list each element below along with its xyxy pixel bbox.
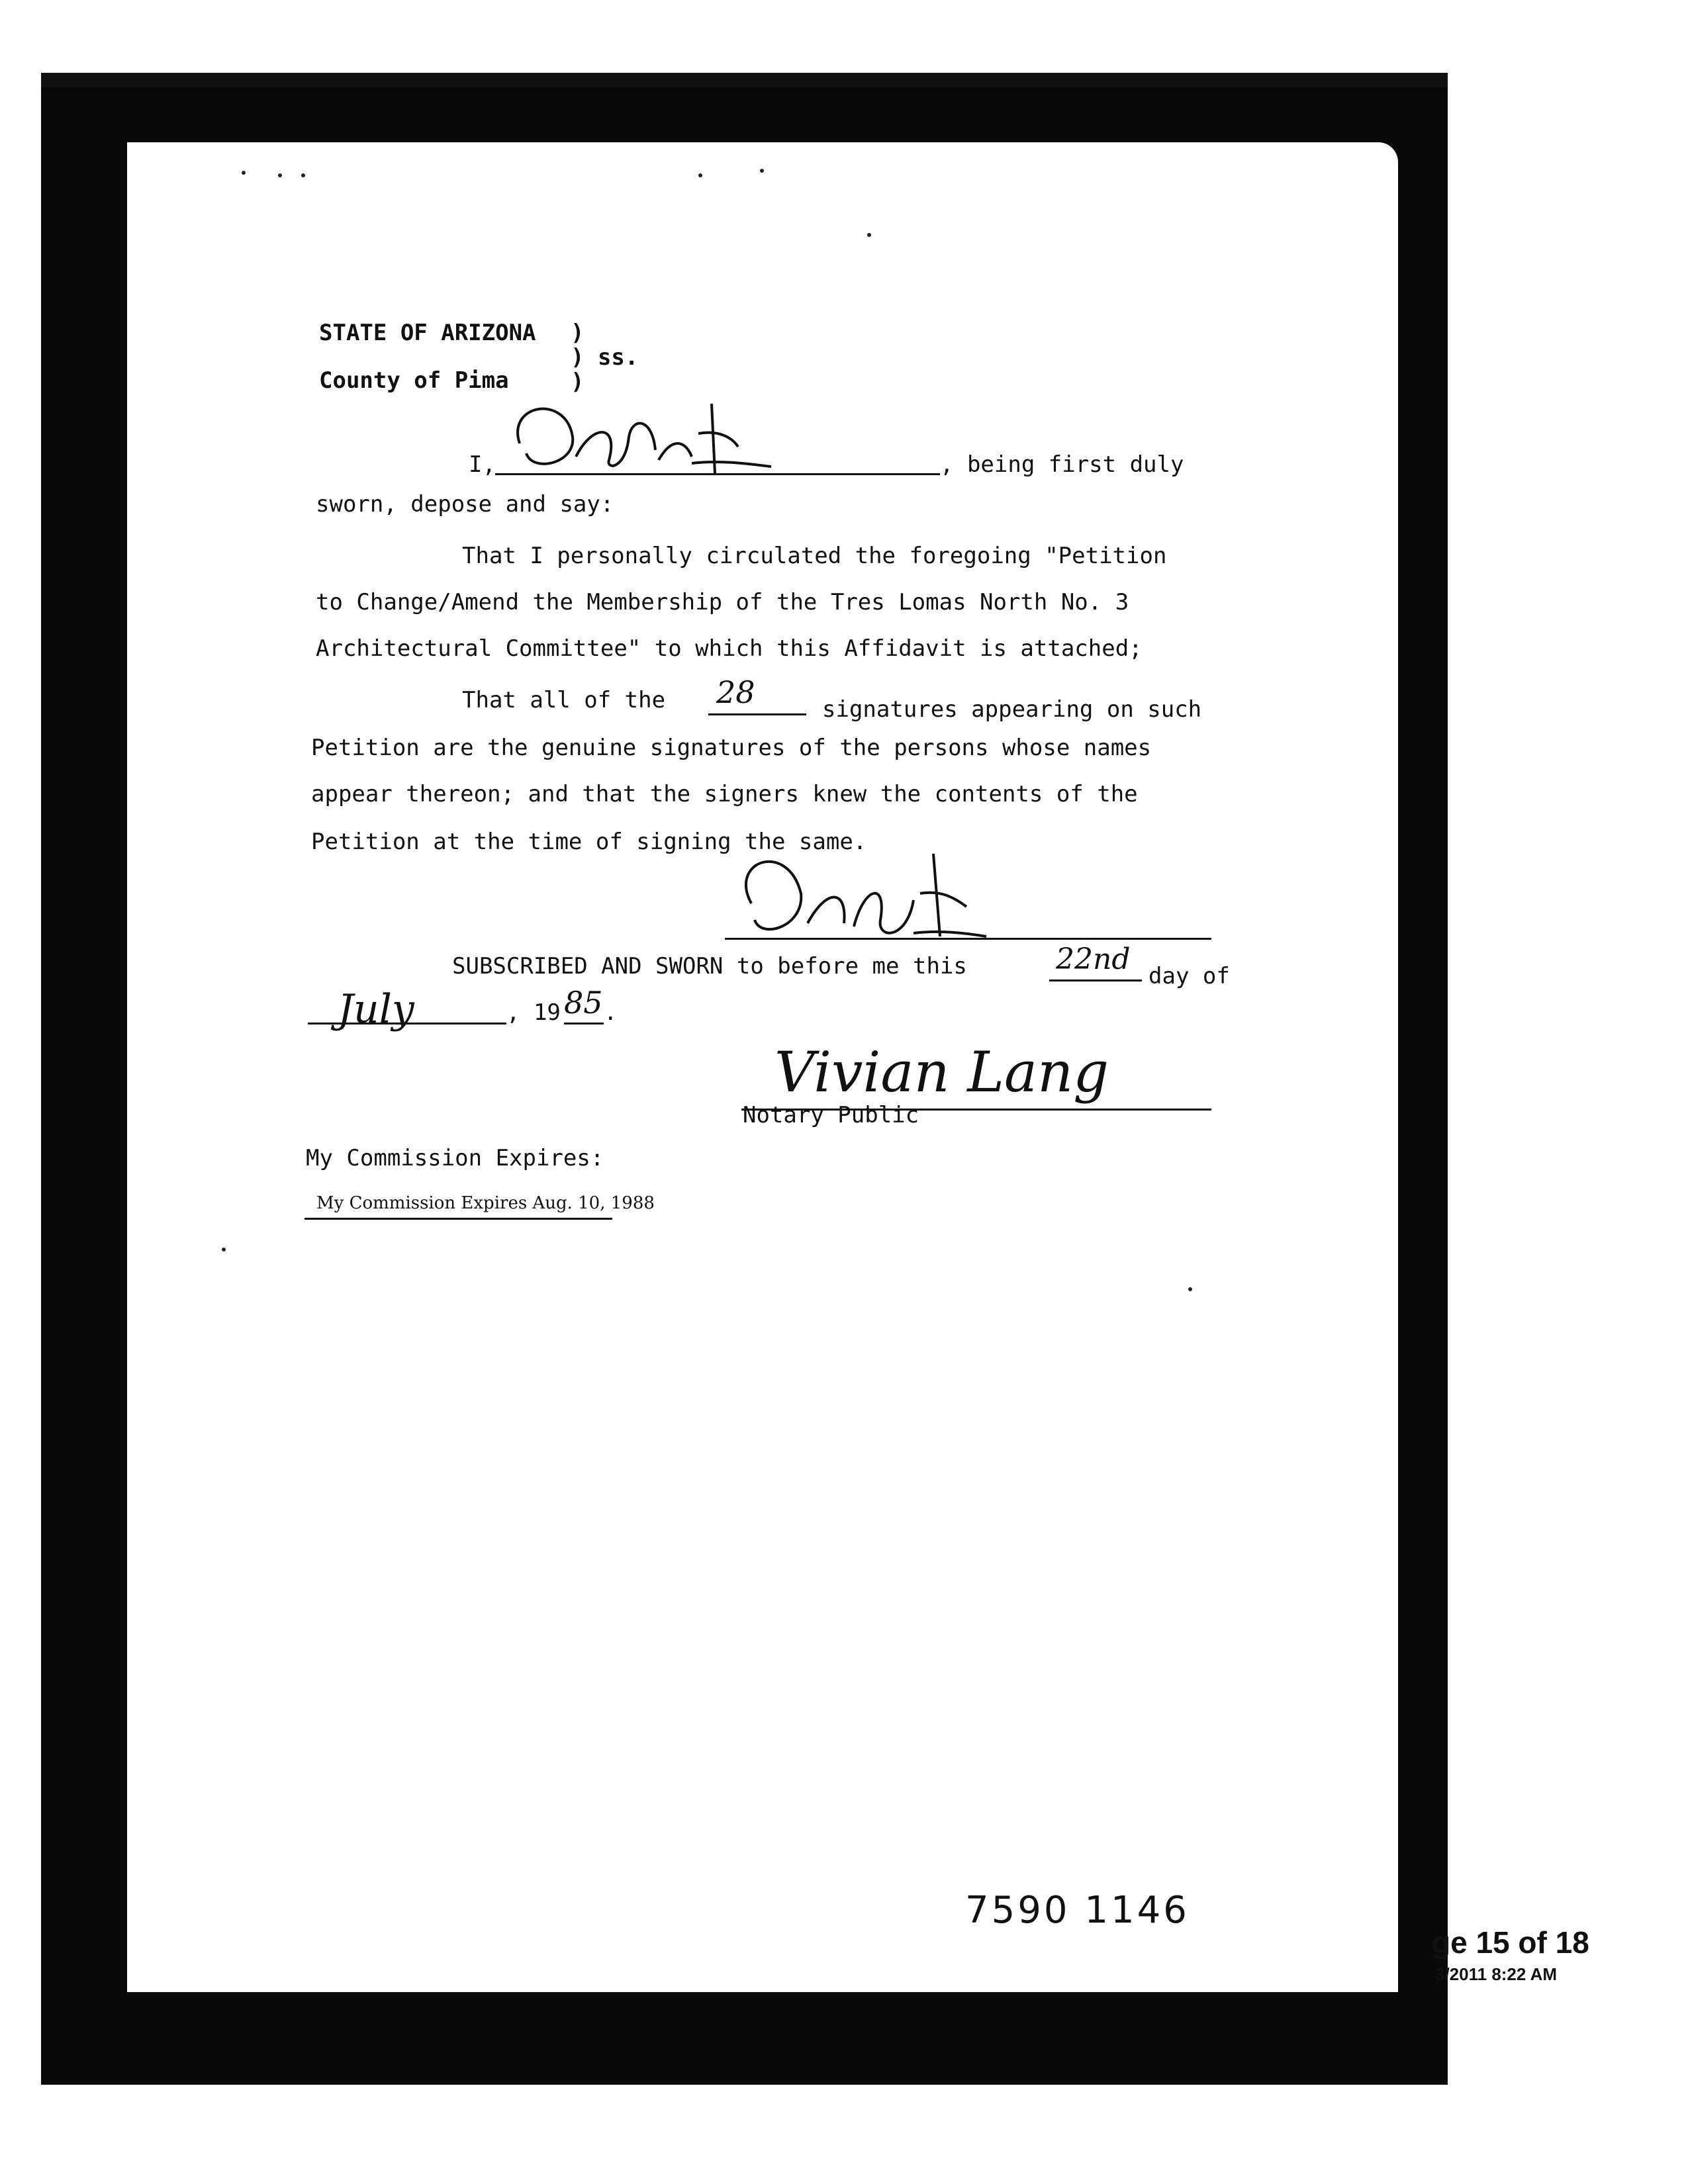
affiant-signature [493,397,791,483]
signature-count-line [708,713,806,715]
affiant-signature-line [725,938,1211,940]
scan-speck [278,173,282,177]
scan-top-strip [41,73,1448,87]
para1-line3: Architectural Committee" to which this Affidavit is attached; [316,635,1143,662]
intro-pronoun: I, [469,451,496,478]
jurat-year-prefix: , 19 [506,999,561,1026]
jurat-year-suffix: . [604,999,618,1026]
notary-signature: Vivian Lang [774,1040,1109,1105]
para2-line3: appear thereon; and that the signers knew the contents of the [311,781,1138,807]
footer-timestamp: 3/2011 8:22 AM [1435,1964,1558,1984]
jurat-month-line [308,1023,506,1024]
scan-speck [242,171,246,175]
notary-title: Notary Public [743,1102,919,1128]
caption-paren-1: ) [571,320,585,346]
scan-speck [760,169,764,173]
caption-county: County of Pima [319,367,509,394]
jurat-day: 22nd [1056,942,1131,976]
scan-speck [222,1248,226,1251]
scan-speck [867,233,871,237]
caption-ss: ) ss. [571,344,639,371]
para1-line1: That I personally circulated the foregoing "Petition [462,543,1167,569]
jurat-suffix: day of [1149,963,1230,989]
para2-line4: Petition at the time of signing the same. [311,829,867,855]
affiant-signature-2 [715,841,993,953]
para2-suffix: signatures appearing on such [822,696,1202,723]
intro-tail: , being first duly [940,451,1184,478]
intro-line2: sworn, depose and say: [316,491,614,518]
scan-speck [301,173,305,177]
jurat-year-line [564,1023,604,1024]
jurat-year: 85 [564,985,603,1021]
jurat-day-line [1049,979,1142,981]
footer-page-count: ge 15 of 18 [1432,1925,1589,1960]
jurat-month: July [338,986,414,1032]
scan-speck [698,173,702,177]
caption-paren-3: ) [571,369,585,395]
para2-line2: Petition are the genuine signatures of the persons whose names [311,735,1152,761]
jurat-prefix: SUBSCRIBED AND SWORN to before me this [452,953,967,979]
caption-state: STATE OF ARIZONA [319,320,536,346]
para1-line2: to Change/Amend the Membership of the Tres Lomas North No. 3 [316,589,1129,615]
para2-prefix: That all of the [462,687,666,713]
record-number: 7590 1146 [965,1889,1190,1932]
commission-line [305,1218,612,1220]
commission-stamp: My Commission Expires Aug. 10, 1988 [316,1193,655,1213]
commission-label: My Commission Expires: [306,1145,604,1171]
signature-count: 28 [716,674,755,710]
scan-speck [1188,1287,1192,1291]
